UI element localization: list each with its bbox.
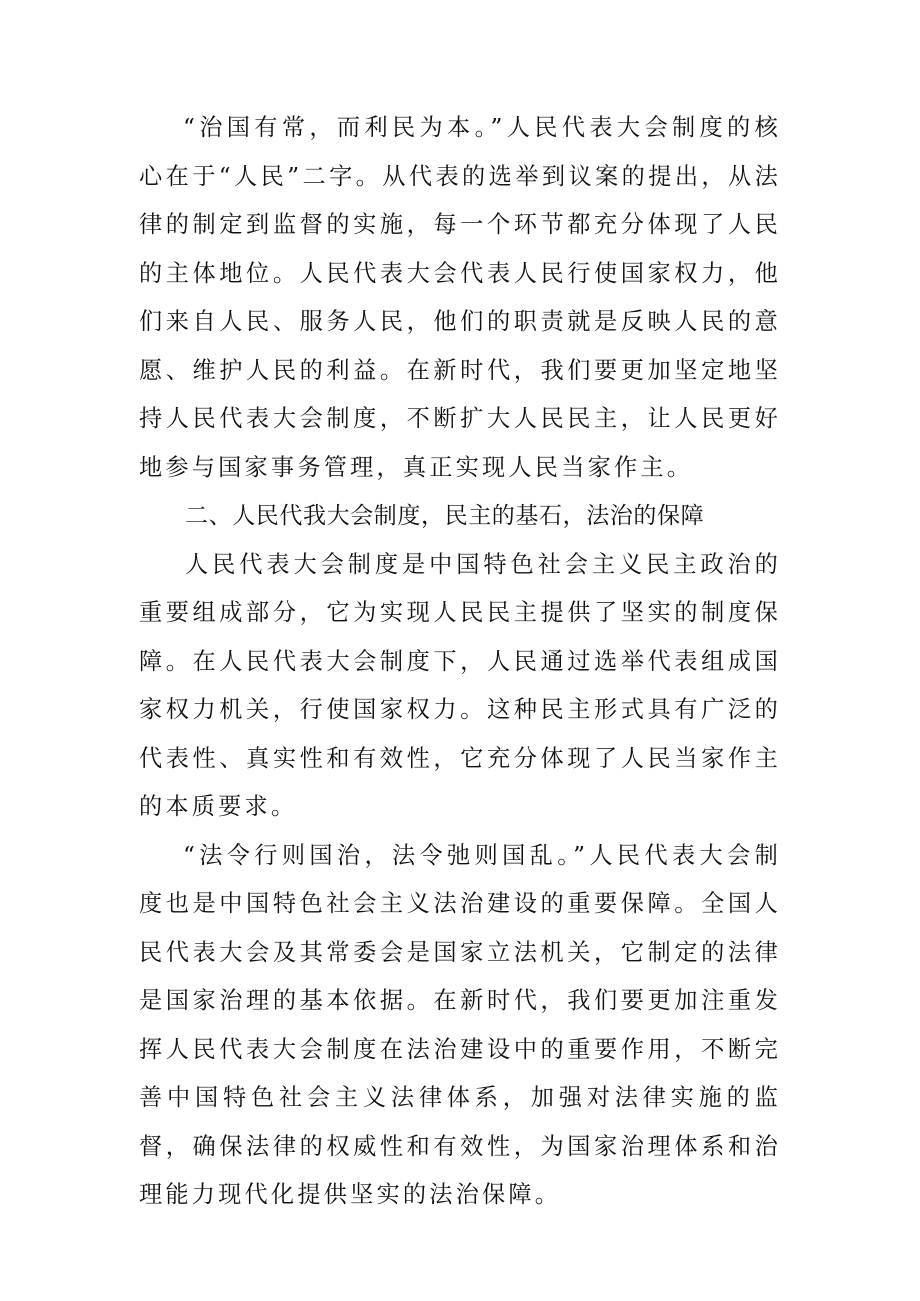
paragraph-democracy: 人民代表大会制度是中国特色社会主义民主政治的重要组成部分，它为实现人民民主提供了坚实的制度保障。在人民代表大会制度下，人民通过选举代表组成国家权力机关，行使国家权力。这种民主形式具有广泛的代表性、真实性和有效性，它充分体现了人民当家作主的本质要求。 xyxy=(139,550,781,820)
paragraph-people-centered: “治国有常，而利民为本。”人民代表大会制度的核心在于“人民”二字。从代表的选举到议案的提出，从法律的制定到监督的实施，每一个环节都充分体现了人民的主体地位。人民代表大会代表人民行使国家权力，他们来自人民、服务人民，他们的职责就是反映人民的意愿、维护人民的利益。在新时代，我们要更加坚定地坚持人民代表大会制度，不断扩大人民民主，让人民更好地参与国家事务管理，真正实现人民当家作主。 xyxy=(139,114,781,481)
section-heading-2: 二、人民代我大会制度，民主的基石，法治的保障 xyxy=(185,503,705,529)
document-body xyxy=(139,104,781,1220)
paragraph-rule-of-law: “法令行则国治，法令弛则国乱。”人民代表大会制度也是中国特色社会主义法治建设的重要保障。全国人民代表大会及其常委会是国家立法机关，它制定的法律是国家治理的基本依据。在新时代，我们要更加注重发挥人民代表大会制度在法治建设中的重要作用，不断完善中国特色社会主义法律体系，加强对法律实施的监督，确保法律的权威性和有效性，为国家治理体系和治理能力现代化提供坚实的法治保障。 xyxy=(139,841,781,1208)
